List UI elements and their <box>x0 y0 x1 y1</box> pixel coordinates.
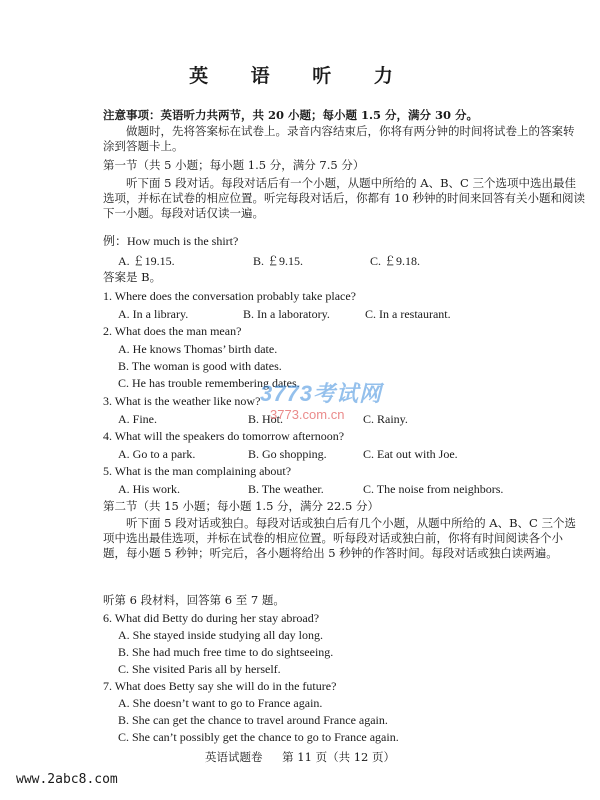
section2-header: 第二节（共 15 小题；每小题 1.5 分，满分 22.5 分） <box>103 499 379 513</box>
question-7: 7. What does Betty say she will do in the future? <box>103 679 337 693</box>
footer-left: 英语试题卷 <box>204 750 263 764</box>
question-2: 2. What does the man mean? <box>103 324 242 338</box>
question-5: 5. What is the man complaining about? <box>103 464 292 478</box>
section1-instructions: 听下面 5 段对话。每段对话后有一个小题，从题中所给的 A、B、C 三个选项中选出最佳选项，并标在试卷的相应位置。听完每段对话后，你都有 10 秒钟的时间来回答有关小题和阅读下一小题。每段对话仅读一遍。 <box>103 176 585 220</box>
notice-label: 注意事项： <box>103 108 161 122</box>
option-b: B. ￡9.15. <box>253 254 304 268</box>
option-c: C. The noise from neighbors. <box>363 482 504 496</box>
option-a: A. ￡19.15. <box>118 254 175 268</box>
question-1: 1. Where does the conversation probably take place? <box>103 289 357 303</box>
option-b: B. Go shopping. <box>248 447 327 461</box>
example-question: 例：How much is the shirt? <box>103 234 239 248</box>
question-3: 3. What is the weather like now? <box>103 394 261 408</box>
question-7-option-a: A. She doesn’t want to go to France again. <box>118 696 323 710</box>
question-2-option-a: A. He knows Thomas’ birth date. <box>118 342 278 356</box>
option-a: A. In a library. <box>118 307 189 321</box>
option-c: C. In a restaurant. <box>365 307 451 321</box>
notice <box>103 108 585 123</box>
page-title: 英 语 听 力 <box>189 65 411 87</box>
option-a: A. Fine. <box>118 412 157 426</box>
question-1-options <box>118 307 588 323</box>
option-b: B. The weather. <box>248 482 324 496</box>
option-b: B. In a laboratory. <box>243 307 330 321</box>
option-c: C. Eat out with Joe. <box>363 447 458 461</box>
section1-header: 第一节（共 5 小题；每小题 1.5 分，满分 7.5 分） <box>103 158 365 172</box>
question-2-option-b: B. The woman is good with dates. <box>118 359 282 373</box>
question-7-option-b: B. She can get the chance to travel around France again. <box>118 713 388 727</box>
question-4-options <box>118 447 588 463</box>
material-note: 听第 6 段材料，回答第 6 至 7 题。 <box>103 593 285 607</box>
page-footer <box>0 750 600 765</box>
option-a: A. Go to a park. <box>118 447 196 461</box>
footer-right: 第 11 页（共 12 页） <box>282 750 396 764</box>
watermark-url: 3773.com.cn <box>270 407 345 422</box>
question-2-option-c: C. He has trouble remembering dates. <box>118 376 300 390</box>
question-6: 6. What did Betty do during her stay abroad? <box>103 611 320 625</box>
option-b: B. Hot. <box>248 412 284 426</box>
option-a: A. His work. <box>118 482 180 496</box>
example-options <box>118 254 588 270</box>
option-c: C. ￡9.18. <box>370 254 421 268</box>
notice-text: 英语听力共两节，共 20 小题；每小题 1.5 分，满分 30 分。 <box>160 108 479 122</box>
question-6-option-b: B. She had much free time to do sightseeing. <box>118 645 334 659</box>
question-3-options <box>118 412 588 428</box>
option-c: C. Rainy. <box>363 412 408 426</box>
question-6-option-c: C. She visited Paris all by herself. <box>118 662 281 676</box>
section2-instructions: 听下面 5 段对话或独白。每段对话或独白后有几个小题，从题中所给的 A、B、C 三个选项中选出最佳选项，并标在试卷的相应位置。听每段对话或独白前，你将有时间阅读各个小题，每小题 5 秒钟；听完后，各小题将给出 5 秒钟的作答时间。每段对话或独白读两遍。 <box>103 516 576 560</box>
question-7-option-c: C. She can’t possibly get the chance to go to France again. <box>118 730 399 744</box>
question-5-options <box>118 482 588 498</box>
watermark-logo: 3773考试网 <box>260 381 382 406</box>
site-url: www.2abc8.com <box>16 772 118 787</box>
notice-paragraph: 做题时，先将答案标在试卷上。录音内容结束后，你将有两分钟的时间将试卷上的答案转涂到答题卡上。 <box>103 124 575 153</box>
question-4: 4. What will the speakers do tomorrow afternoon? <box>103 429 345 443</box>
example-answer: 答案是 B。 <box>103 270 162 284</box>
question-6-option-a: A. She stayed inside studying all day long. <box>118 628 323 642</box>
